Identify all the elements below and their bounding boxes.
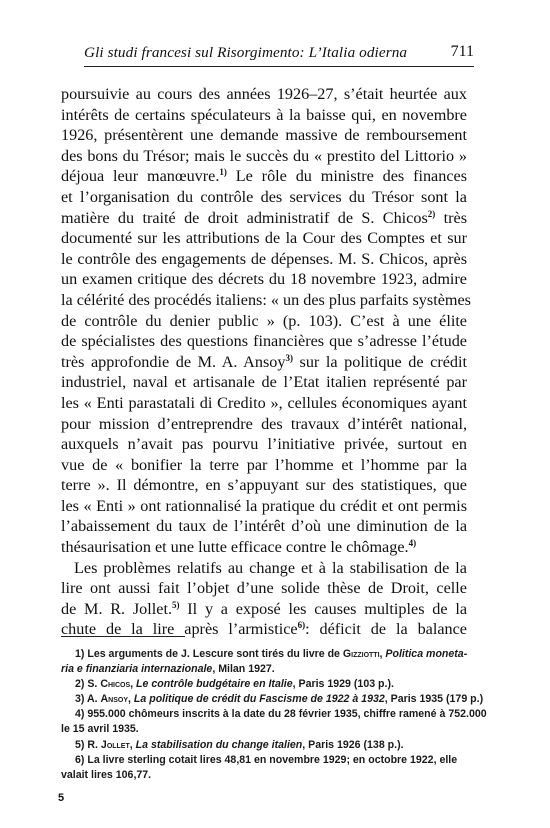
footnote-author: Ansoy xyxy=(100,693,129,706)
running-title: Gli studi francesi sul Risorgimento: L’Italia odierna xyxy=(84,44,408,61)
body-text-span: très approfondie de M. A. Ansoy xyxy=(61,352,286,371)
body-text-span: thésaurisation et une lutte efficace contre le chômage. xyxy=(61,538,409,557)
footnote-ref: 3) xyxy=(285,352,293,363)
body-text-span: Il y a exposé les causes multiples de la xyxy=(187,599,468,618)
body-line: et l’organisation du contrôle des services du Trésor sont la xyxy=(61,187,467,206)
footnote-title: La politique de crédit du Fascisme de 1922 à 1932 xyxy=(133,693,385,706)
body-line: de contrôle du denier public » (p. 103). C’est à une élite xyxy=(61,311,467,330)
body-line: lire ont aussi fait l’objet d’une solide thèse de Droit, celle xyxy=(61,579,467,598)
running-header xyxy=(84,44,474,66)
footnote-2: 2) S. Chicos, Le contrôle budgétaire en Italie, Paris 1929 (103 p.). xyxy=(75,678,394,691)
body-line: 1926, présentèrent une demande massive de remboursement xyxy=(61,126,467,145)
body-line: Les problèmes relatifs au change et à la stabilisation de la xyxy=(74,558,467,577)
body-text xyxy=(61,84,471,640)
footnote-6: 6) La livre sterling cotait lires 48,81 en novembre 1929; en octobre 1922, elle xyxy=(75,753,458,766)
body-text-span: chute de la lire après l’armistice xyxy=(61,620,298,639)
footnote-ref: 6) xyxy=(297,620,306,631)
footnote-text: , Paris 1929 (103 p.). xyxy=(292,678,394,691)
footnote-text: 1) Les arguments de J. Lescure sont tirés du livre de xyxy=(75,648,340,660)
footnote-author: Jollet xyxy=(100,738,130,751)
body-text-span: sur la politique de crédit xyxy=(299,352,467,371)
body-line xyxy=(61,166,467,187)
footnote-4: 4) 955.000 chômeurs inscrits à la date du 28 février 1935, chiffre ramené à 752.000 xyxy=(75,708,487,721)
header-rule xyxy=(84,66,474,67)
footnote-title: La stabilisation du change italien xyxy=(135,738,303,751)
body-line: la célérité des procédés italiens: « un des plus parfaits systèmes xyxy=(61,290,471,309)
body-line xyxy=(61,537,467,558)
footnote-ref: 1) xyxy=(219,167,227,178)
page-number: 711 xyxy=(450,43,474,60)
body-line: terre ». Il démontre, en s’appuyant sur des statistiques, que xyxy=(61,476,467,495)
footnote-author: Chicos xyxy=(100,678,131,691)
body-line: documenté sur les attributions de la Cour des Comptes et sur xyxy=(61,229,467,248)
footnote-title: Le contrôle budgétaire en Italie xyxy=(136,678,293,691)
footnote-text: 5) R. xyxy=(75,738,98,751)
body-line: intérêts de certains spéculateurs à la baisse qui, en novembre xyxy=(61,105,467,124)
body-line: pour mission d’entreprendre des travaux d’intérêt national, xyxy=(61,414,467,433)
footnote-author: Gizziotti xyxy=(342,648,380,660)
body-text-span: déjoua leur manœuvre. xyxy=(61,167,220,186)
body-text-span: Le rôle du ministre des finances xyxy=(235,167,467,186)
body-line: les « Enti » ont rationnalisé la pratique du crédit et ont permis xyxy=(61,496,467,515)
footnote-title: ria e finanziaria internazionale xyxy=(61,663,213,676)
body-line: vue de « bonifier la terre par l’homme et l’homme par la xyxy=(61,455,467,474)
footnotes xyxy=(61,647,487,783)
footnote-ref: 5) xyxy=(172,599,180,610)
footnote-6-cont: valait lires 106,77. xyxy=(61,768,152,781)
footnote-text: , Paris 1926 (138 p.). xyxy=(302,738,404,751)
footnote-text: , Milan 1927. xyxy=(212,663,275,676)
footnote-3: 3) A. Ansoy, La politique de crédit du Fascisme de 1922 à 1932, Paris 1935 (179 p.) xyxy=(75,693,484,706)
footnote-5: 5) R. Jollet, La stabilisation du change italien, Paris 1926 (138 p.). xyxy=(75,738,404,751)
body-line xyxy=(61,599,467,620)
footnote-1-cont xyxy=(61,662,467,677)
body-line: les « Enti parastatali di Credito », cellules économiques ayant xyxy=(61,393,467,412)
body-line: le contrôle des engagements de dépenses. M. S. Chicos, après xyxy=(61,249,467,268)
footnote-4-cont: le 15 avril 1935. xyxy=(61,723,139,736)
body-text-span: de M. R. Jollet. xyxy=(61,599,172,618)
body-line: poursuivie au cours des années 1926–27, s’était heurtée aux xyxy=(61,85,467,103)
footnote-ref: 2) xyxy=(427,208,436,219)
body-line xyxy=(61,208,467,229)
body-text-span: très xyxy=(443,208,467,227)
footnote-rule xyxy=(61,636,185,637)
footnote-text: , Paris 1935 (179 p.) xyxy=(384,693,484,706)
body-line xyxy=(61,352,467,373)
footnote-1: 1) Les arguments de J. Lescure sont tirés du livre de Gizziotti, Politica moneta- xyxy=(75,648,468,660)
body-text-span: matière du traité de droit administratif de S. Chicos xyxy=(61,208,428,227)
footnote-text: 2) S. xyxy=(75,678,98,691)
body-line: de spécialistes des questions financières que s’adresse l’étude xyxy=(61,332,467,351)
body-line: industriel, naval et artisanale de l’Etat italien représenté par xyxy=(61,373,467,392)
body-line: auxquels n’avait pas pourvu l’initiative privée, surtout en xyxy=(61,435,467,454)
body-line: des bons du Trésor; mais le succès du « prestito del Littorio » xyxy=(61,146,467,165)
footnote-ref: 4) xyxy=(408,538,417,549)
footnote-title: Politica moneta- xyxy=(385,648,468,660)
body-text-span: : déficit de la balance xyxy=(305,620,467,639)
footnote-text: 3) A. xyxy=(75,693,98,706)
body-line: un examen critique des décrets du 18 novembre 1923, admire xyxy=(61,270,467,289)
body-line: l’abaissement du taux de l’intérêt d’où une diminution de la xyxy=(61,517,467,536)
signature-mark: 5 xyxy=(58,792,65,804)
